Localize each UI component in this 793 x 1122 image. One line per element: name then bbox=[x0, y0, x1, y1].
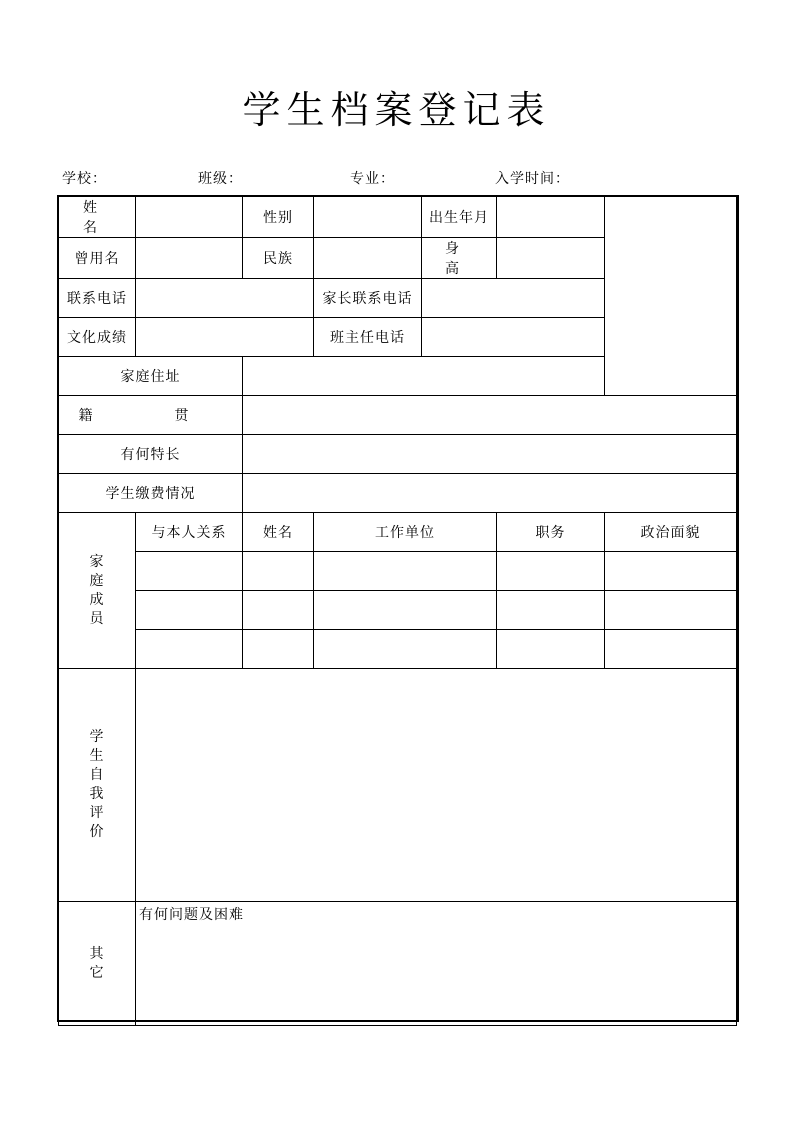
family-col-relation: 与本人关系 bbox=[136, 513, 243, 552]
family-row bbox=[59, 552, 737, 591]
ethnicity-label: 民族 bbox=[243, 238, 314, 279]
school-label: 学校： bbox=[62, 171, 107, 187]
specialty-label: 有何特长 bbox=[59, 435, 243, 474]
ethnicity-field[interactable] bbox=[314, 238, 422, 279]
registration-form-table bbox=[58, 196, 737, 1026]
family-col-position: 职务 bbox=[497, 513, 605, 552]
self-evaluation-label: 学 生 自 我 评 价 bbox=[59, 669, 136, 902]
contact-phone-field[interactable] bbox=[136, 279, 314, 318]
family-political-cell[interactable] bbox=[605, 552, 737, 591]
major-label: 专业： bbox=[350, 171, 395, 187]
other-field[interactable] bbox=[136, 902, 737, 1026]
native-place-field[interactable] bbox=[243, 396, 737, 435]
photo-area[interactable] bbox=[605, 197, 737, 396]
former-name-label: 曾用名 bbox=[59, 238, 136, 279]
family-position-cell[interactable] bbox=[497, 591, 605, 630]
family-position-cell[interactable] bbox=[497, 630, 605, 669]
family-row bbox=[59, 630, 737, 669]
gender-field[interactable] bbox=[314, 197, 422, 238]
family-political-cell[interactable] bbox=[605, 630, 737, 669]
parent-phone-label: 家长联系电话 bbox=[314, 279, 422, 318]
gender-label: 性别 bbox=[243, 197, 314, 238]
family-relation-cell[interactable] bbox=[136, 591, 243, 630]
class-label: 班级： bbox=[198, 171, 243, 187]
birth-field[interactable] bbox=[497, 197, 605, 238]
family-col-political-status: 政治面貌 bbox=[605, 513, 737, 552]
grades-label: 文化成绩 bbox=[59, 318, 136, 357]
family-members-label: 家 庭 成 员 bbox=[59, 513, 136, 669]
other-prompt: 有何问题及困难 bbox=[139, 907, 244, 923]
family-col-workplace: 工作单位 bbox=[314, 513, 497, 552]
family-name-cell[interactable] bbox=[243, 630, 314, 669]
form-title: 学生档案登记表 bbox=[242, 88, 551, 132]
teacher-phone-field[interactable] bbox=[422, 318, 605, 357]
birth-label: 出生年月 bbox=[422, 197, 497, 238]
self-evaluation-field[interactable] bbox=[136, 669, 737, 902]
family-col-name: 姓名 bbox=[243, 513, 314, 552]
fees-label: 学生缴费情况 bbox=[59, 474, 243, 513]
family-relation-cell[interactable] bbox=[136, 552, 243, 591]
grades-field[interactable] bbox=[136, 318, 314, 357]
address-field[interactable] bbox=[243, 357, 605, 396]
parent-phone-field[interactable] bbox=[422, 279, 605, 318]
family-position-cell[interactable] bbox=[497, 552, 605, 591]
family-name-cell[interactable] bbox=[243, 552, 314, 591]
fees-field[interactable] bbox=[243, 474, 737, 513]
former-name-field[interactable] bbox=[136, 238, 243, 279]
family-row bbox=[59, 591, 737, 630]
family-workplace-cell[interactable] bbox=[314, 552, 497, 591]
family-political-cell[interactable] bbox=[605, 591, 737, 630]
other-label: 其 它 bbox=[59, 902, 136, 1026]
specialty-field[interactable] bbox=[243, 435, 737, 474]
enroll-time-label: 入学时间： bbox=[495, 171, 570, 187]
name-field[interactable] bbox=[136, 197, 243, 238]
family-name-cell[interactable] bbox=[243, 591, 314, 630]
family-workplace-cell[interactable] bbox=[314, 591, 497, 630]
address-label: 家庭住址 bbox=[59, 357, 243, 396]
height-field[interactable] bbox=[497, 238, 605, 279]
teacher-phone-label: 班主任电话 bbox=[314, 318, 422, 357]
native-place-label: 籍 贯 bbox=[59, 396, 243, 435]
contact-phone-label: 联系电话 bbox=[59, 279, 136, 318]
height-label: 身 高 bbox=[422, 238, 497, 279]
name-label: 姓 名 bbox=[59, 197, 136, 238]
family-relation-cell[interactable] bbox=[136, 630, 243, 669]
family-workplace-cell[interactable] bbox=[314, 630, 497, 669]
